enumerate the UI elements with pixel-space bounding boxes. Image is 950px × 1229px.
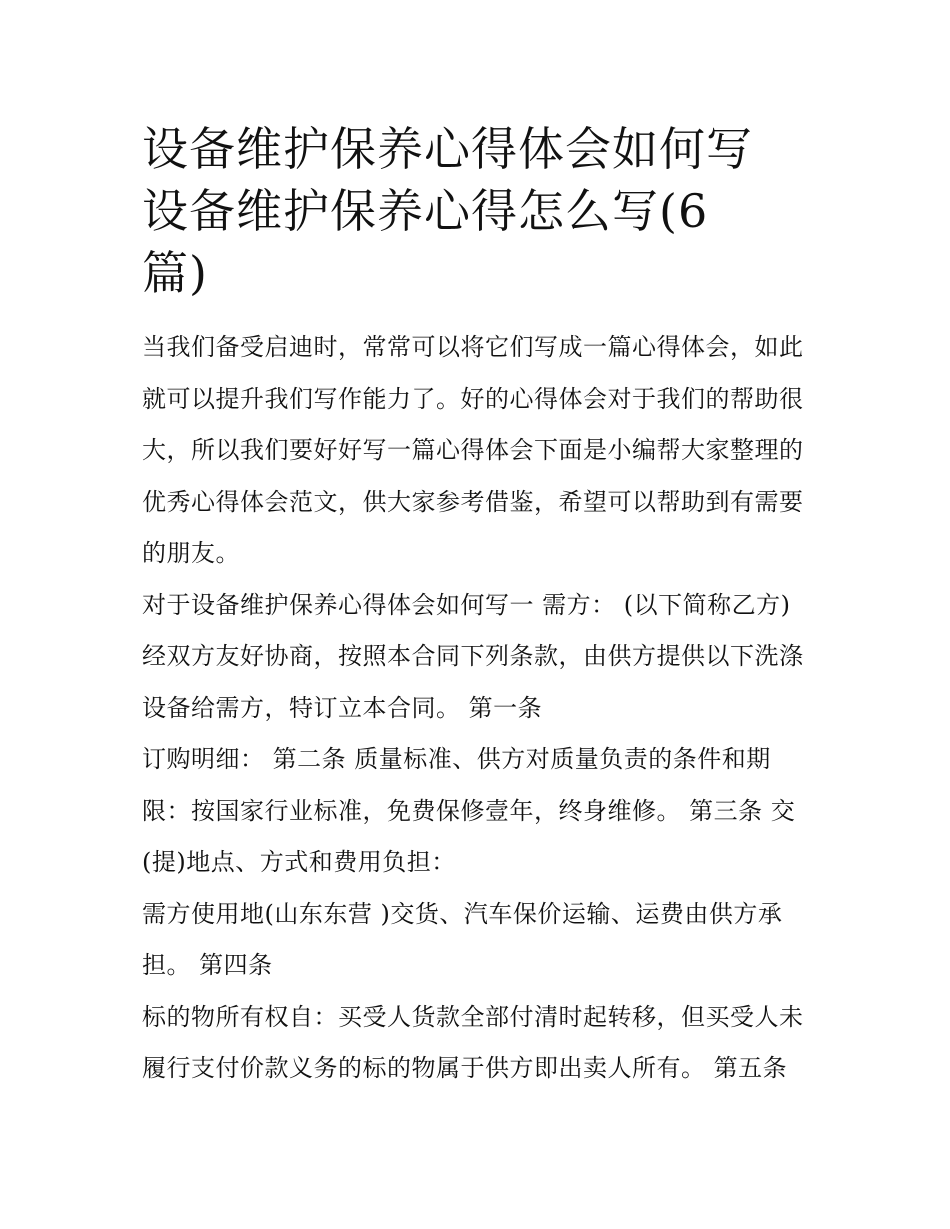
paragraph-intro [142, 322, 822, 580]
text-line: 需方使用地(山东东营 )交货、汽车保价运输、运费由供方承 [142, 899, 783, 928]
title-line: 设备维护保养心得怎么写(6 [142, 184, 709, 238]
text-line: 经双方友好协商，按照本合同下列条款，由供方提供以下洗涤 [142, 642, 804, 670]
paragraph-order-details [142, 734, 822, 889]
text-line: 对于设备维护保养心得体会如何写一 需方： (以下简称乙方) [142, 590, 791, 619]
title-line: 篇) [142, 246, 208, 300]
paragraph-contract-parties [142, 580, 822, 735]
document-body [142, 322, 822, 1095]
text-line: 就可以提升我们写作能力了。好的心得体会对于我们的帮助很 [142, 384, 804, 413]
text-line: 履行支付价款义务的标的物属于供方即出卖人所有。 第五条 [142, 1054, 788, 1082]
text-line: 优秀心得体会范文，供大家参考借鉴，希望可以帮助到有需要 [142, 487, 804, 516]
title-line: 设备维护保养心得体会如何写 [142, 122, 753, 176]
text-line: (提)地点、方式和费用负担： [142, 848, 456, 876]
text-line: 限：按国家行业标准，免费保修壹年，终身维修。 第三条 交 [142, 796, 796, 825]
text-line: 订购明细： 第二条 质量标准、供方对质量负责的条件和期 [142, 745, 771, 773]
text-line: 设备给需方，特订立本合同。 第一条 [142, 693, 543, 722]
text-line: 标的物所有权自：买受人货款全部付清时起转移，但买受人未 [142, 1002, 804, 1031]
document-title [142, 118, 822, 304]
text-line: 的朋友。 [142, 539, 240, 567]
paragraph-ownership [142, 992, 822, 1095]
paragraph-delivery [142, 889, 822, 992]
text-line: 当我们备受启迪时，常常可以将它们写成一篇心得体会，如此 [142, 333, 804, 361]
text-line: 担。 第四条 [142, 951, 273, 979]
text-line: 大，所以我们要好好写一篇心得体会下面是小编帮大家整理的 [142, 436, 804, 464]
document-page [142, 118, 822, 1095]
